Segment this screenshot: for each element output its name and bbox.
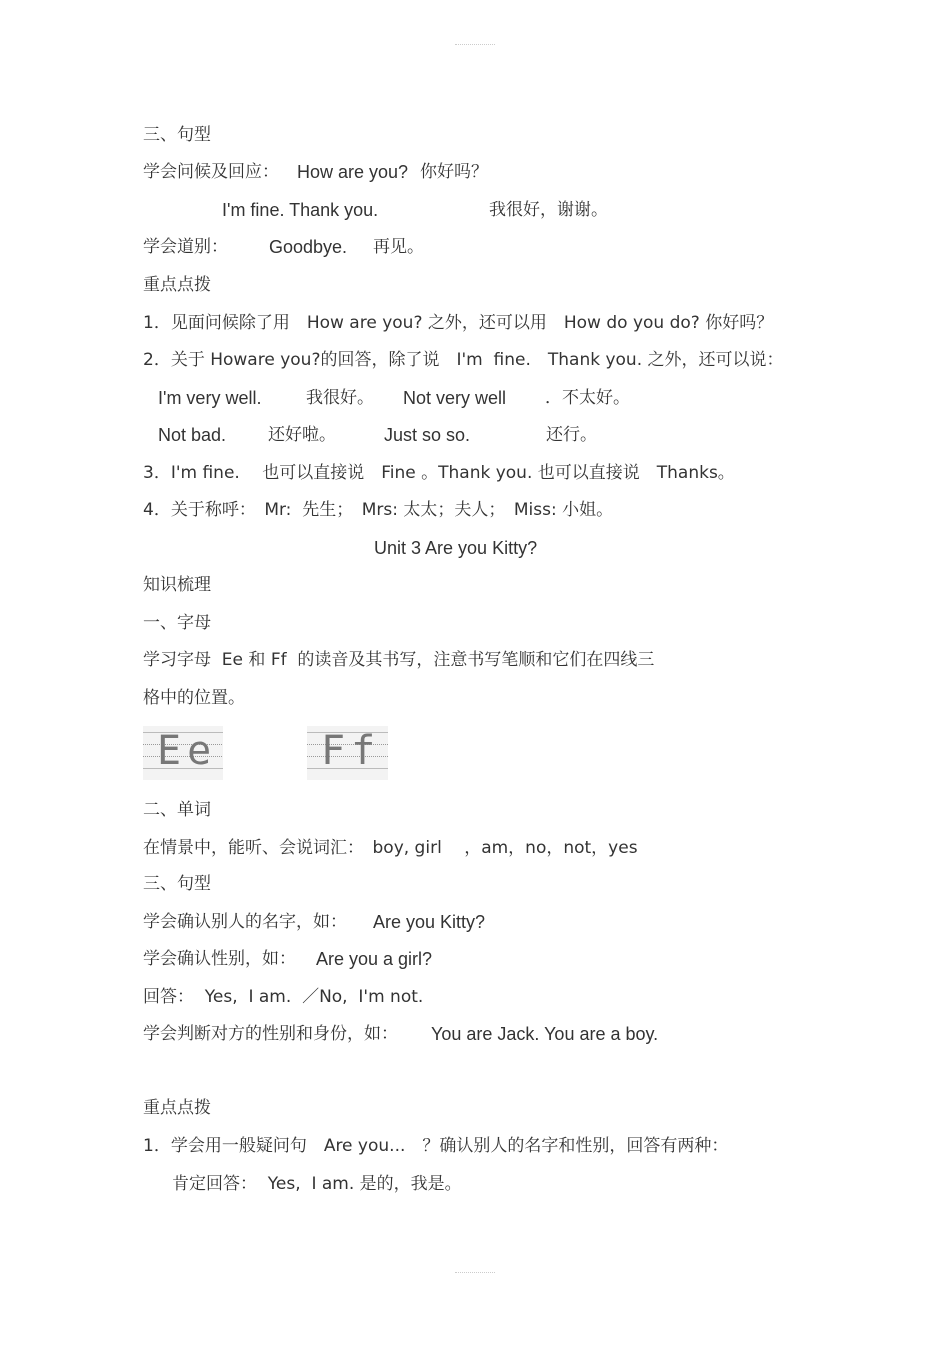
- reply-english: I'm fine. Thank you.: [222, 200, 379, 220]
- overview-heading: 知识梳理: [143, 575, 211, 595]
- sentence-4-label: 学会判断对方的性别和身份，如：: [143, 1024, 398, 1044]
- sentence-1-english: Are you Kitty?: [373, 912, 486, 932]
- letters-heading: 一、字母: [143, 613, 211, 633]
- tip-2-phrase-b-cn: ．不太好。: [545, 388, 630, 408]
- sentence-3: 回答： Yes, I am. ／No, I'm not.: [143, 987, 424, 1007]
- letters-line-1: 学习字母 Ee 和 Ff 的读音及其书写，注意书写笔顺和它们在四线三: [143, 650, 655, 670]
- tip-2-phrase-d: Just so so.: [384, 425, 471, 445]
- unit-title: Unit 3 Are you Kitty?: [374, 538, 538, 558]
- sentences-heading: 三、句型: [143, 874, 211, 894]
- greet-label: 学会问候及回应：: [143, 162, 279, 182]
- words-line: 在情景中，能听、会说词汇： boy, girl ，am，no，not，yes: [143, 838, 638, 858]
- sentence-4-english: You are Jack. You are a boy.: [431, 1024, 659, 1044]
- bye-chinese: 再见。: [373, 237, 424, 257]
- section-heading: 三、句型: [143, 125, 211, 145]
- tips-heading: 重点点拨: [143, 275, 211, 295]
- sentence-2-english: Are you a girl?: [316, 949, 433, 969]
- tip-2-phrase-a: I'm very well.: [158, 388, 262, 408]
- reply-chinese: 我很好，谢谢。: [489, 200, 608, 220]
- tip-2: 2．关于 Howare you?的回答，除了说 I'm fine. Thank you. 之外，还可以说：: [143, 350, 784, 370]
- letters-line-2: 格中的位置。: [143, 688, 245, 708]
- tip-2-phrase-c-cn: 还好啦。: [268, 425, 336, 445]
- letter-writing-figure: [143, 726, 388, 780]
- tip-2-phrase-b: Not very well: [403, 388, 507, 408]
- tip-1: 1．见面问候除了用 How are you? 之外，还可以用 How do you do? 你好吗？: [143, 313, 774, 333]
- page-header-mark: [455, 44, 495, 48]
- tip-2-phrase-d-cn: 还行。: [546, 425, 597, 445]
- letter-ee: Ee: [157, 728, 218, 774]
- tip-2-phrase-c: Not bad.: [158, 425, 227, 445]
- letter-ff: Ff: [321, 728, 382, 774]
- tip-2-phrase-a-cn: 我很好。: [306, 388, 374, 408]
- tip-4: 4．关于称呼： Mr: 先生； Mrs: 太太；夫人； Miss: 小姐。: [143, 500, 614, 520]
- page-footer-mark: [455, 1272, 495, 1276]
- greet-english: How are you?: [297, 162, 409, 182]
- sentence-1-label: 学会确认别人的名字，如：: [143, 912, 347, 932]
- bye-label: 学会道别：: [143, 237, 228, 257]
- tip-3: 3．I'm fine. 也可以直接说 Fine 。Thank you. 也可以直接说 Thanks。: [143, 463, 735, 483]
- bye-english: Goodbye.: [269, 237, 348, 257]
- tips-heading-2: 重点点拨: [143, 1098, 211, 1118]
- sentence-2-label: 学会确认性别，如：: [143, 949, 296, 969]
- words-heading: 二、单词: [143, 800, 211, 820]
- tip-2-1: 1．学会用一般疑问句 Are you... ？确认别人的名字和性别，回答有两种：: [143, 1136, 729, 1156]
- greet-chinese: 你好吗？: [420, 162, 488, 182]
- tip-2-1-answer: 肯定回答： Yes, I am. 是的，我是。: [172, 1174, 462, 1194]
